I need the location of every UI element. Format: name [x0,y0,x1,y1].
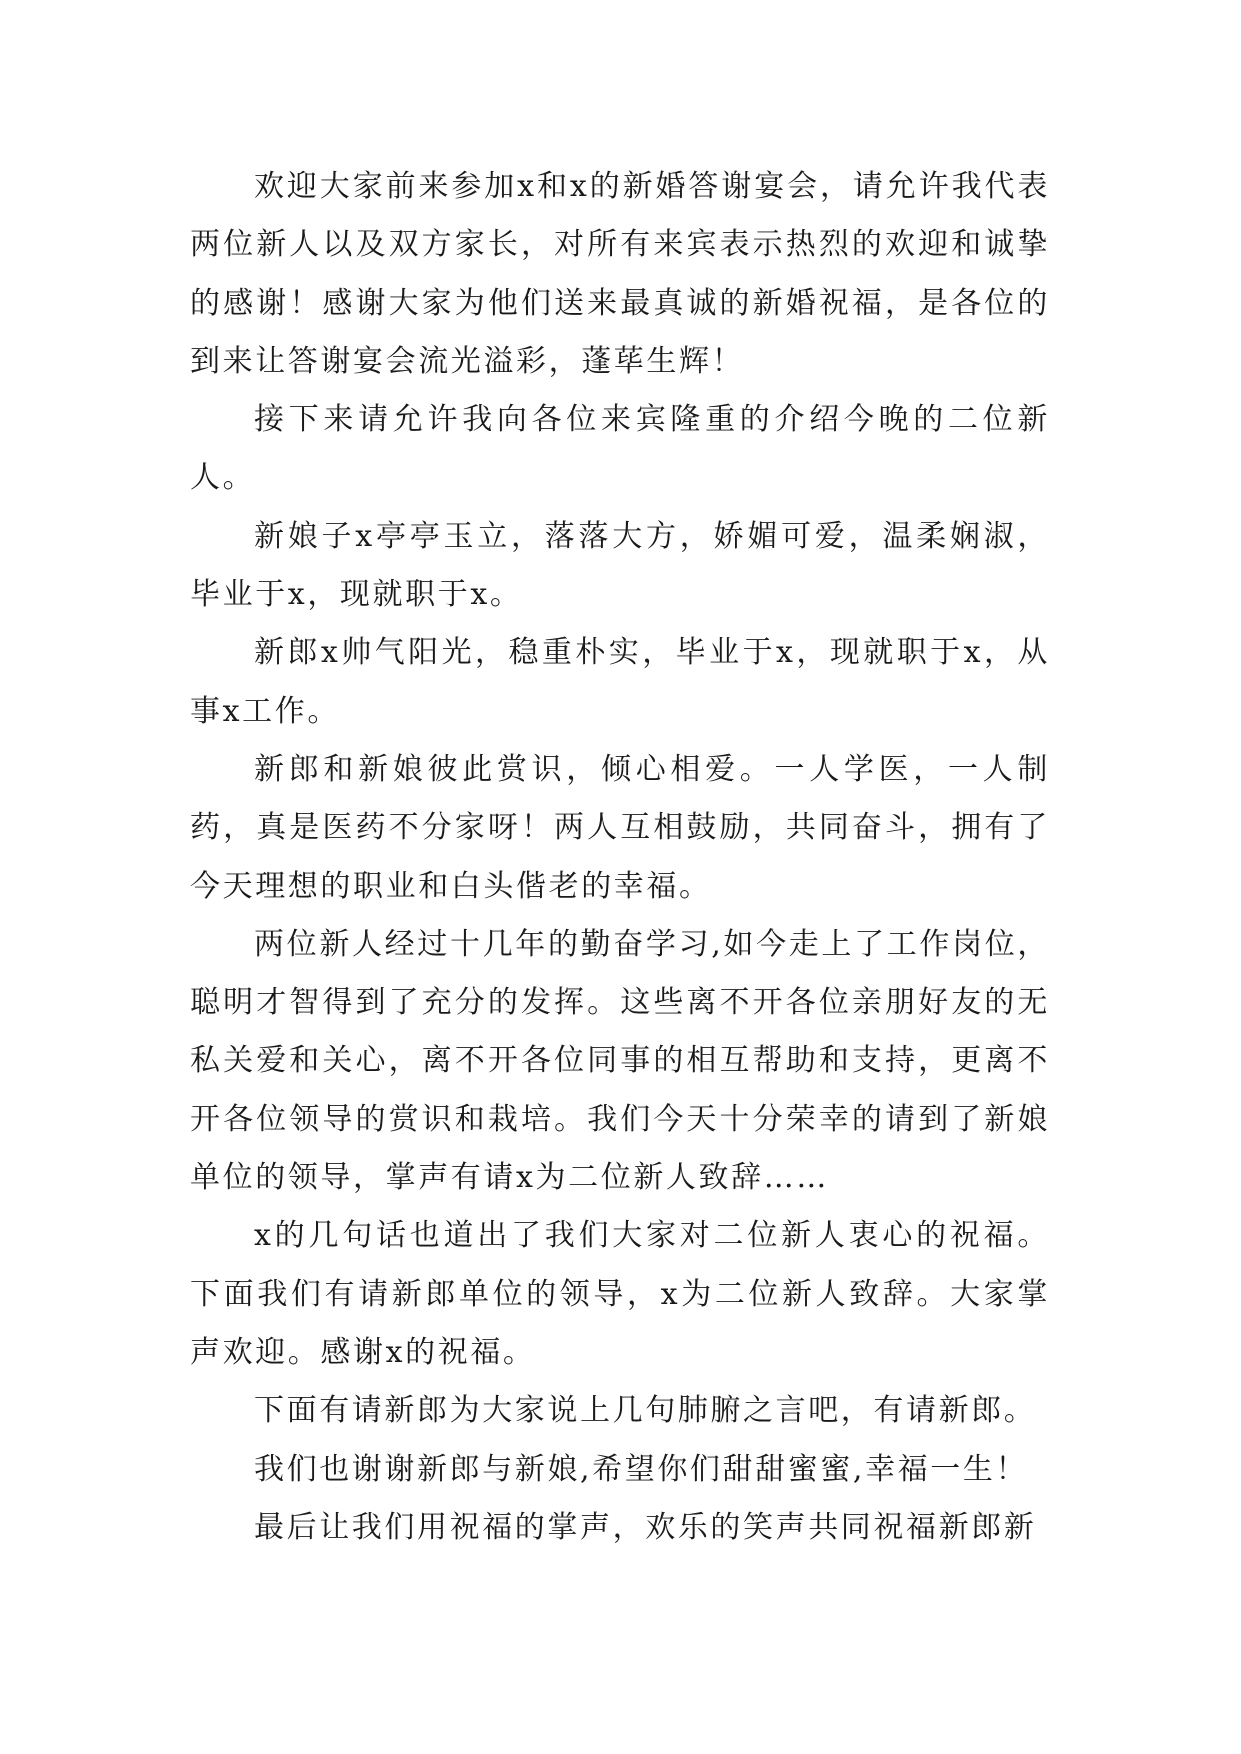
paragraph-thanks-leaders: 两位新人经过十几年的勤奋学习,如今走上了工作岗位，聪明才智得到了充分的发挥。这些离不开各位亲朋好友的无私关爱和关心，离不开各位同事的相互帮助和支持，更离不开各位领导的赏识和栽培。我们今天十分荣幸的请到了新娘单位的领导，掌声有请x为二位新人致辞…… [190,926,1050,1196]
paragraph-groom: 新郎x帅气阳光，稳重朴实，毕业于x，现就职于x，从事x工作。 [190,635,1050,729]
paragraph-bride: 新娘子x亭亭玉立，落落大方，娇媚可爱，温柔娴淑，毕业于x，现就职于x。 [190,518,1050,613]
document-body [190,158,1050,1557]
paragraph-couple: 新郎和新娘彼此赏识，倾心相爱。一人学医，一人制药，真是医药不分家呀！两人互相鼓励，共同奋斗，拥有了今天理想的职业和白头偕老的幸福。 [190,751,1050,904]
paragraph-closing: 最后让我们用祝福的掌声，欢乐的笑声共同祝福新郎新 [254,1509,1037,1545]
paragraph-welcome: 欢迎大家前来参加x和x的新婚答谢宴会，请允许我代表两位新人以及双方家长，对所有来宾表示热烈的欢迎和诚挚的感谢！感谢大家为他们送来最真诚的新婚祝福，是各位的到来让答谢宴会流光溢彩，蓬荜生辉！ [190,169,1050,379]
paragraph-groom-speech: 下面有请新郎为大家说上几句肺腑之言吧，有请新郎。 [254,1393,1037,1429]
paragraph-blessing: x的几句话也道出了我们大家对二位新人衷心的祝福。下面我们有请新郎单位的领导，x为二位新人致辞。大家掌声欢迎。感谢x的祝福。 [190,1218,1050,1370]
paragraph-wishes: 我们也谢谢新郎与新娘,希望你们甜甜蜜蜜,幸福一生！ [254,1451,1029,1487]
paragraph-introduction: 接下来请允许我向各位来宾隆重的介绍今晚的二位新人。 [190,402,1050,496]
